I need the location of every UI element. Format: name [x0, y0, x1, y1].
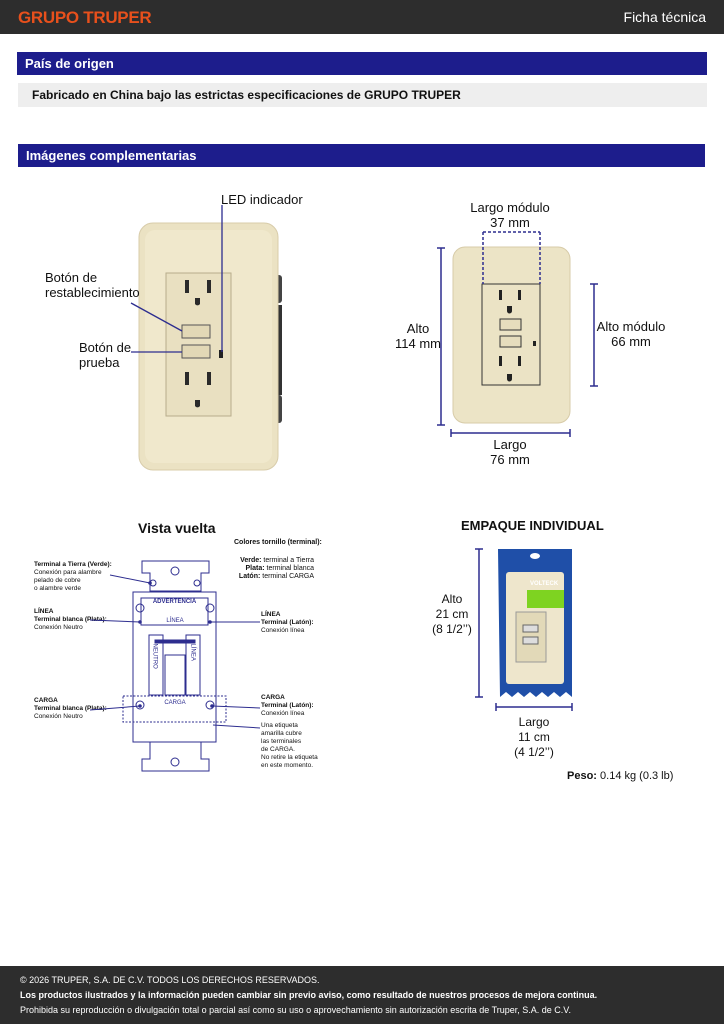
package-title: EMPAQUE INDIVIDUAL	[461, 518, 604, 533]
carga-right-2: Terminal (Latón):	[261, 702, 314, 709]
document-type: Ficha técnica	[623, 9, 706, 25]
package-height-label: Alto	[441, 592, 463, 606]
color-key-green: Verde:	[240, 557, 262, 564]
package-height-value: 21 cm	[435, 607, 469, 621]
ground-line-2: pelado de cobre	[34, 577, 81, 584]
footer-copyright: © 2026 TRUPER, S.A. DE C.V. TODOS LOS DERECHOS RESERVADOS.	[20, 975, 320, 985]
module-height-value: 66 mm	[611, 334, 651, 349]
module-width-label: Largo módulo	[470, 200, 550, 215]
linea-right-3: Conexión línea	[261, 627, 305, 634]
carga-tag: CARGA	[164, 700, 186, 706]
weight-label: Peso:	[567, 770, 597, 782]
carga-left-3: Conexión Neutro	[34, 713, 83, 720]
color-key-brass: Latón:	[238, 573, 261, 580]
origin-text: Fabricado en China bajo las estrictas especificaciones de GRUPO TRUPER	[18, 83, 707, 107]
footer-prohibition: Prohibida su reproducción o divulgación total o parcial así como su uso o aprovechamiento sin autorización escrita de Truper, S.A. de C.V.	[20, 1005, 571, 1015]
linea-left-2: Terminal blanca (Plata):	[34, 616, 107, 623]
brand-logo: GRUPO TRUPER	[18, 8, 152, 27]
linea-tag: LÍNEA	[166, 618, 184, 624]
test-callout-2: prueba	[79, 355, 120, 370]
color-value-green: terminal a Tierra	[263, 557, 314, 564]
carga-left-2: Terminal blanca (Plata):	[34, 705, 107, 712]
label-note-2: amarilla cubre	[261, 730, 302, 737]
height-label: Alto	[406, 321, 430, 336]
module-width-value: 37 mm	[490, 215, 530, 230]
height-value: 114 mm	[395, 336, 441, 351]
linea-right-1: LÍNEA	[261, 611, 281, 618]
reset-callout-1: Botón de	[45, 270, 98, 285]
carga-right-1: CARGA	[261, 694, 285, 701]
width-value: 76 mm	[490, 452, 530, 467]
footer	[0, 966, 724, 1024]
test-callout-1: Botón de	[79, 340, 132, 355]
package-width-label: Largo	[518, 715, 550, 729]
label-note-5: No retire la etiqueta	[261, 754, 318, 761]
module-height-label: Alto módulo	[596, 319, 666, 334]
warning-tag: ADVERTENCIA	[152, 599, 197, 605]
package-width-value: 11 cm	[518, 730, 550, 744]
width-label: Largo	[493, 437, 527, 452]
color-value-brass: terminal CARGA	[262, 573, 314, 580]
ground-title: Terminal a Tierra (Verde):	[34, 561, 112, 568]
label-note-3: las terminales	[261, 738, 302, 745]
neutro-tag: NEUTRO	[151, 643, 158, 669]
weight-value: 0.14 kg (0.3 lb)	[600, 770, 674, 782]
linea-left-1: LÍNEA	[34, 608, 54, 615]
linea-vertical-tag: LÍNEA	[189, 643, 196, 661]
package-width-inch: (4 1/2’’)	[514, 745, 554, 759]
carga-left-1: CARGA	[34, 697, 58, 704]
ground-line-3: o alambre verde	[34, 585, 81, 592]
linea-right-2: Terminal (Latón):	[261, 619, 314, 626]
carga-right-3: Conexión línea	[261, 710, 305, 717]
footer-disclaimer: Los productos ilustrados y la información pueden cambiar sin previo aviso, como resultado de nuestros procesos de mejora continua.	[20, 990, 598, 1000]
linea-left-3: Conexión Neutro	[34, 624, 83, 631]
reset-callout-2: restablecimiento	[45, 285, 140, 300]
label-note-6: en este momento.	[261, 762, 314, 769]
label-note-4: de CARGA.	[261, 746, 295, 753]
led-callout: LED indicador	[221, 192, 303, 207]
package-height-inch: (8 1/2’’)	[432, 622, 472, 636]
color-value-silver: terminal blanca	[266, 565, 314, 572]
images-section-title: Imágenes complementarias	[18, 144, 705, 167]
package-brand: VOLTECK	[530, 581, 559, 587]
back-view-title: Vista vuelta	[138, 520, 216, 536]
ground-line-1: Conexión para alambre	[34, 569, 102, 576]
color-key-silver: Plata:	[245, 565, 265, 572]
origin-section-title: País de origen	[17, 52, 707, 75]
label-note-1: Una etiqueta	[261, 722, 298, 729]
package-weight	[567, 769, 673, 784]
screw-colors-title: Colores tornillo (terminal):	[234, 539, 322, 546]
